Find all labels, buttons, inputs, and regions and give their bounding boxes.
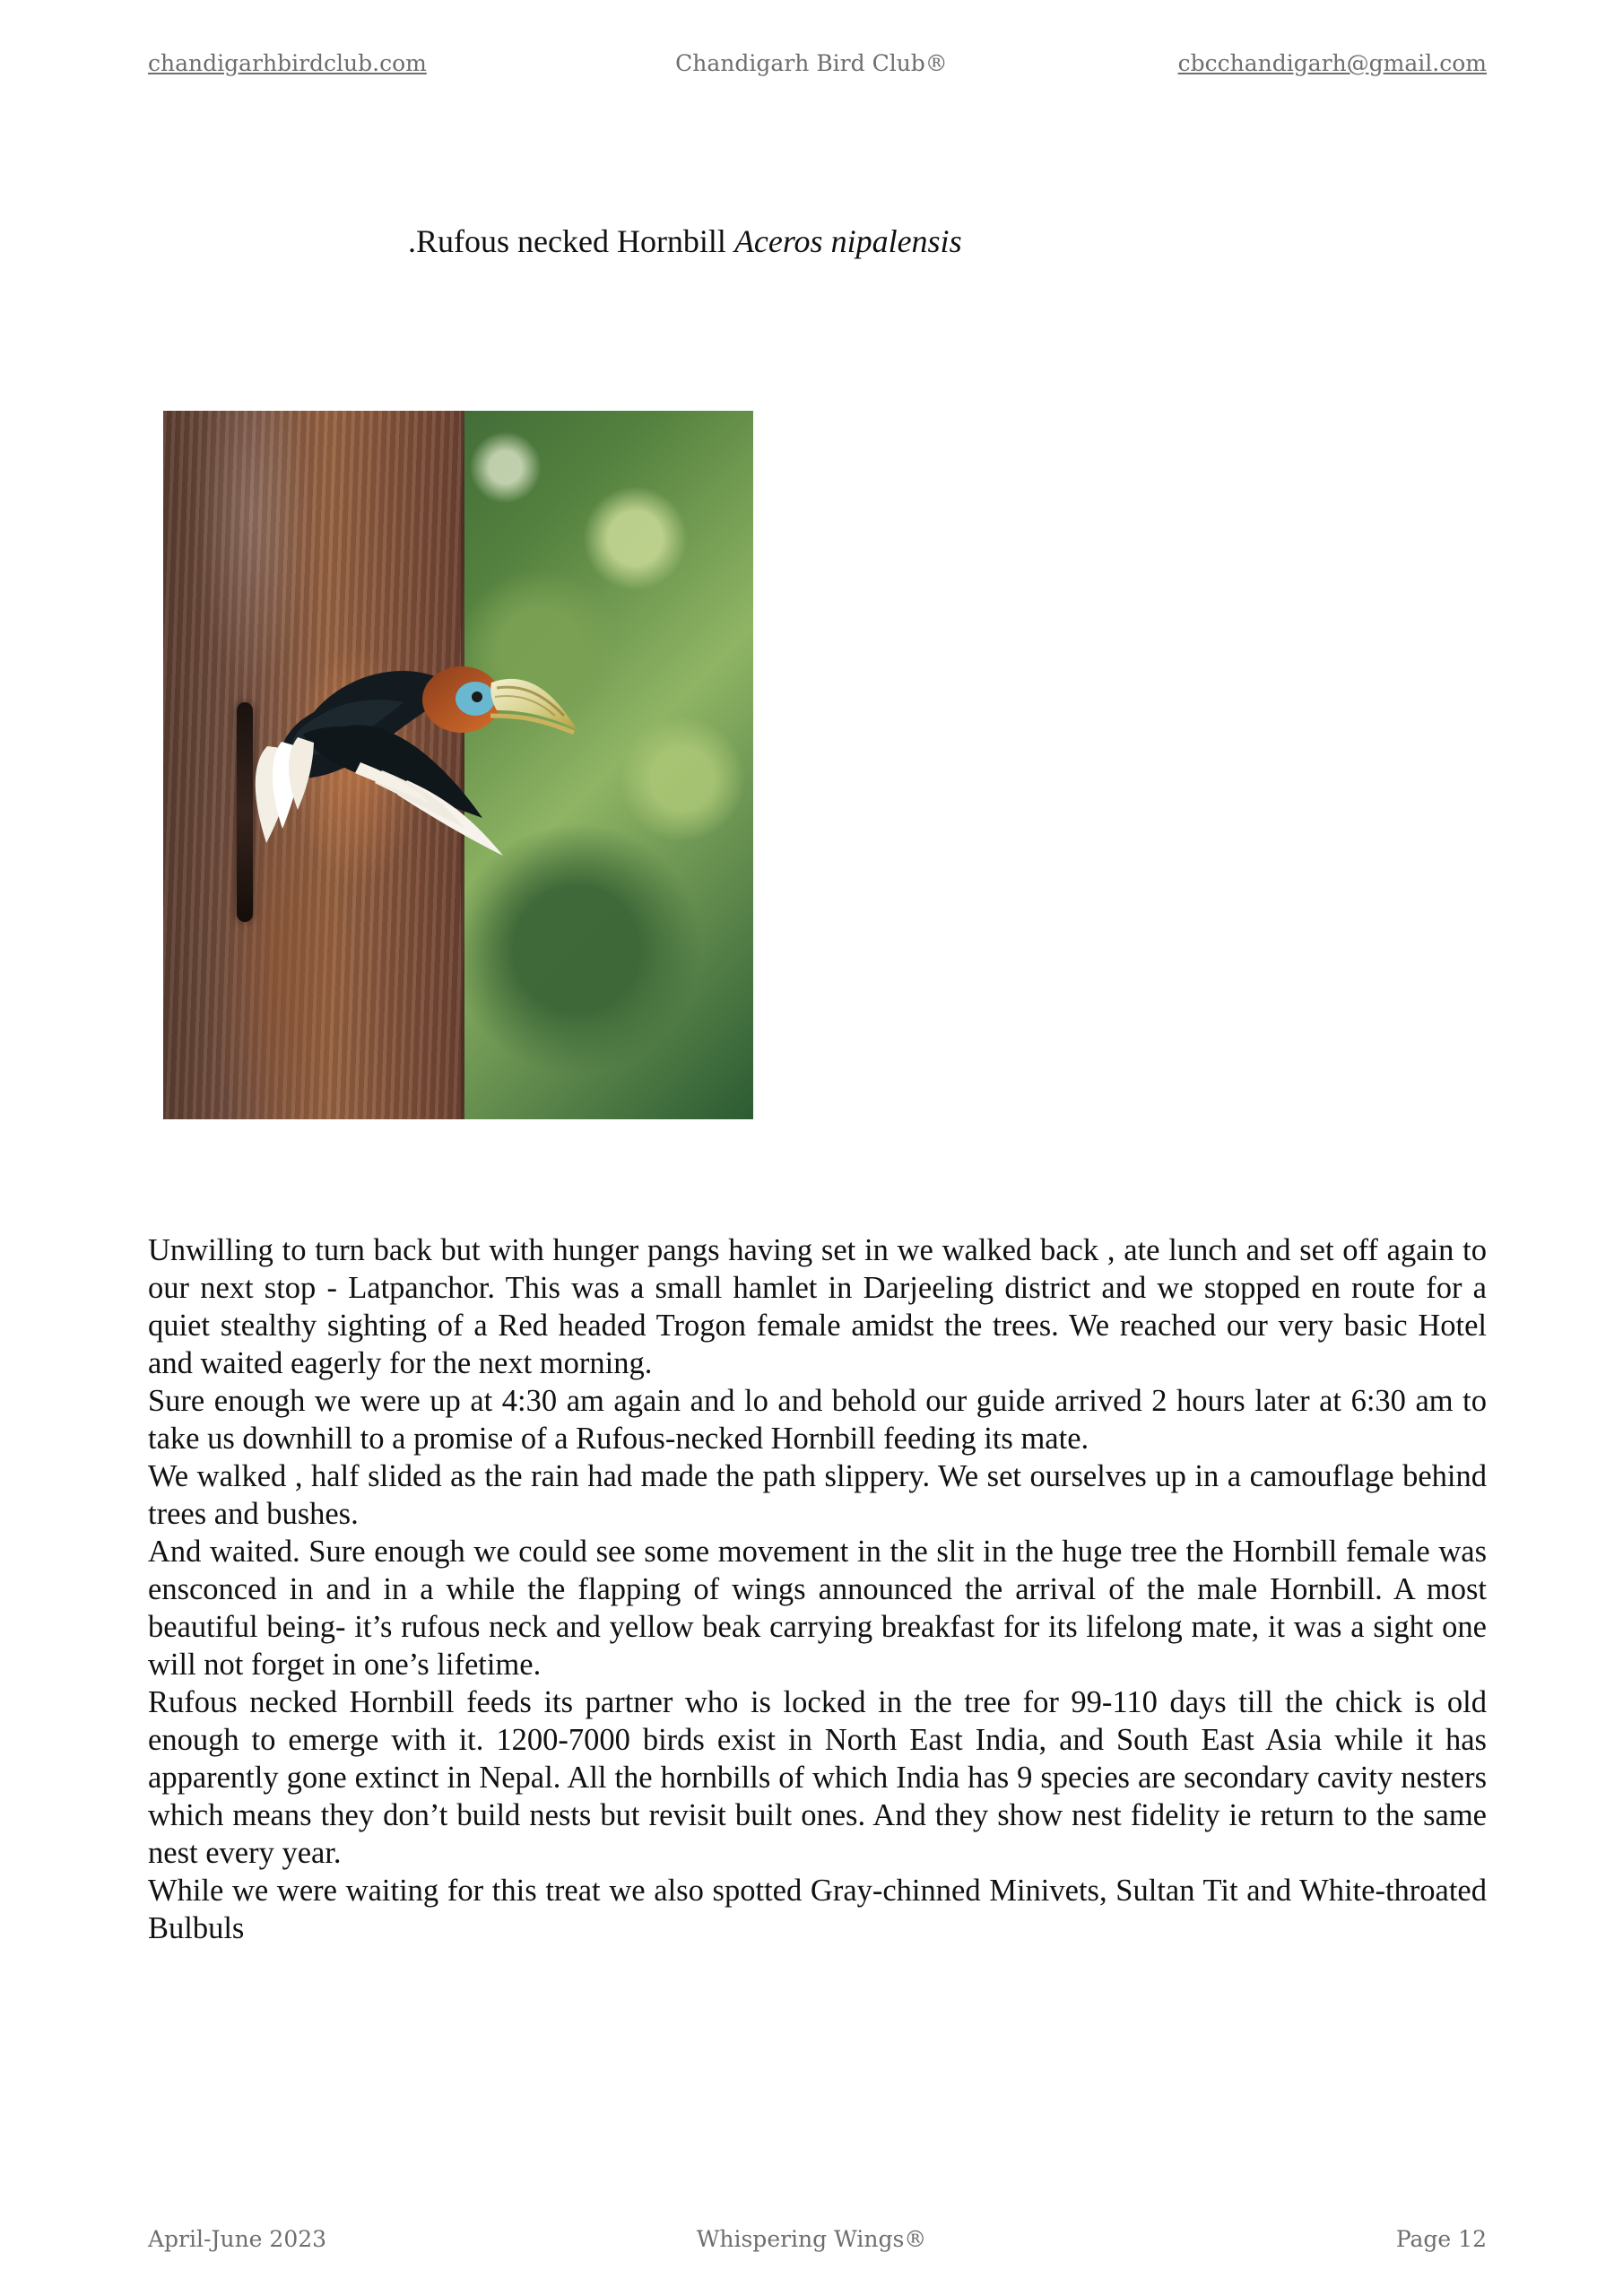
article-paragraph-3: We walked , half slided as the rain had made the path slippery. We set ourselves up in a camouflage behind trees and bushes.: [148, 1459, 1487, 1531]
footer-issue-date: April-June 2023: [148, 2226, 327, 2252]
article-paragraph-4: And waited. Sure enough we could see some movement in the slit in the huge tree the Hornbill female was ensconced in and in a while the flapping of wings announced the arrival of the male Hornbill. A most beautiful being- it’s rufous neck and yellow beak carrying breakfast for its lifelong mate, it was a sight one will not forget in one’s lifetime.: [148, 1535, 1487, 1682]
article-paragraph-6: While we were waiting for this treat we also spotted Gray-chinned Minivets, Sultan Tit and White-throated Bulbuls: [148, 1874, 1487, 1945]
hornbill-photo: [163, 411, 753, 1119]
caption-common-name: .Rufous necked Hornbill: [408, 223, 734, 259]
header-email-link[interactable]: cbcchandigarh@gmail.com: [1177, 50, 1487, 76]
article-paragraph-5: Rufous necked Hornbill feeds its partner who is locked in the tree for 99-110 days till the chick is old enough to emerge with it. 1200-7000 birds exist in North East India, and South East Asia while it has apparently gone extinct in Nepal. All the hornbills of which India has 9 species are secondary cavity nesters which means they don’t build nests but revisit built ones. And they show nest fidelity ie return to the same nest every year.: [148, 1685, 1487, 1870]
article-body: [148, 1231, 1487, 1947]
footer-publication-title: Whispering Wings®: [696, 2226, 927, 2252]
article-paragraph-1: Unwilling to turn back but with hunger pangs having set in we walked back , ate lunch and set off again to our next stop - Latpanchor. This was a small hamlet in Darjeeling district and we stopped en route for a quiet stealthy sighting of a Red headed Trogon female amidst the trees. We reached our very basic Hotel and waited eagerly for the next morning.: [148, 1233, 1487, 1380]
header-website-link[interactable]: chandigarhbirdclub.com: [148, 50, 427, 76]
footer-page-number: Page 12: [1395, 2226, 1487, 2252]
rufous-necked-hornbill-illustration: [251, 642, 623, 871]
caption-scientific-name: Aceros nipalensis: [733, 223, 962, 259]
header-club-title: Chandigarh Bird Club®: [675, 50, 948, 76]
article-paragraph-2: Sure enough we were up at 4:30 am again and lo and behold our guide arrived 2 hours later at 6:30 am to take us downhill to a promise of a Rufous-necked Hornbill feeding its mate.: [148, 1384, 1487, 1456]
photo-caption: [408, 222, 962, 260]
